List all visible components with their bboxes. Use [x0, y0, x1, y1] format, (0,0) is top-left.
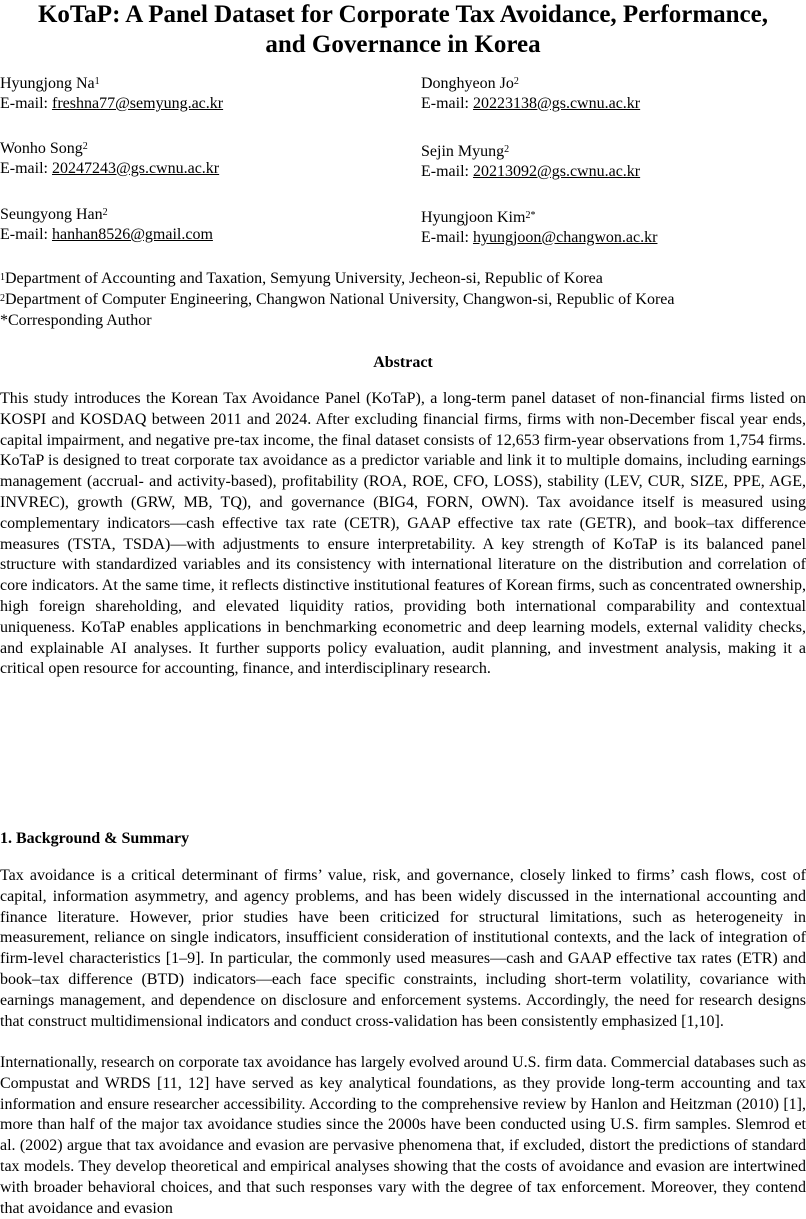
author-email-link[interactable]: hanhan8526@gmail.com — [51, 226, 213, 243]
body-paragraph: Internationally, research on corporate tax avoidance has largely evolved around U.S. firm data. Commercial databases such as Compustat and WRDS [11, 12] have served as key analytical foundations, as they provide long-term accounting and tax information and ensure researcher accessibility. According to the comprehensive review by Hanlon and Heitzman (2010) [1], more than half of the major tax avoidance studies since the 2000s have been conducted using U.S. firm samples. Slemrod et al. (2002) argue that tax avoidance and evasion are pervasive phenomena that, if excluded, distort the predictions of standard tax models. They develop theoretical and empirical analyses showing that the costs of avoidance and evasion are intertwined with broader behavioral choices, and that such responses vary with the degree of tax enforcement. Moreover, they contend that avoidance and evasion — [0, 1054, 806, 1217]
affiliation-text: Department of Computer Engineering, Changwon National University, Changwon-si, Republic of Korea — [5, 291, 675, 308]
author-name: Hyungjoon Kim — [421, 209, 526, 226]
email-label: E-mail: — [0, 160, 52, 177]
author-block — [421, 142, 640, 182]
email-label: E-mail: — [421, 95, 473, 112]
author-name: Hyungjong Na — [0, 75, 95, 92]
affiliation-marker: 2 — [0, 293, 5, 304]
author-name: Seungyong Han — [0, 206, 103, 223]
body-paragraph: Tax avoidance is a critical determinant of firms’ value, risk, and governance, closely linked to firms’ cash flows, cost of capital, information asymmetry, and agency problems, and has been widely discussed in the international accounting and finance literature. However, prior studies have been criticized for structural limitations, such as heterogeneity in measurement, reliance on single indicators, insufficient consideration of institutional contexts, and the lack of integration of firm-level characteristics [1–9]. In particular, the commonly used measures—cash and GAAP effective tax rates (ETR) and book–tax difference (BTD) indicators—each face specific constraints, including short-term volatility, covariance with earnings management, and dependence on disclosure and enforcement systems. Accordingly, the need for research designs that construct multidimensional indicators and conduct cross-validation has been consistently emphasized [1,10]. — [0, 867, 806, 1030]
author-name: Donghyeon Jo — [421, 75, 514, 92]
affiliation-marker: * — [0, 312, 8, 329]
author-affil-marker: 2* — [525, 210, 536, 221]
email-label: E-mail: — [0, 226, 52, 243]
author-name: Wonho Song — [0, 140, 83, 157]
author-affil-marker: 2 — [513, 76, 519, 87]
affiliation-item — [0, 268, 674, 289]
abstract-body: This study introduces the Korean Tax Avoidance Panel (KoTaP), a long-term panel dataset of non-financial firms listed on KOSPI and KOSDAQ between 2011 and 2024. After excluding financial firms, firms with non-December fiscal year ends, capital impairment, and negative pre-tax income, the final dataset consists of 12,653 firm-year observations from 1,754 firms. KoTaP is designed to treat corporate tax avoidance as a predictor variable and link it to multiple domains, including earnings management (accrual- and activity-based), profitability (ROA, ROE, CFO, LOSS), stability (LEV, CUR, SIZE, PPE, AGE, INVREC), growth (GRW, MB, TQ), and governance (BIG4, FORN, OWN). Tax avoidance itself is measured using complementary indicators—cash effective tax rate (CETR), GAAP effective tax rate (GETR), and book–tax difference measures (TSTA, TSDA)—with adjustments to ensure interpretability. A key strength of KoTaP is its balanced panel structure with standardized variables and its consistency with international literature on the distribution and correlation of core indicators. At the same time, it reflects distinctive institutional features of Korean firms, such as concentrated ownership, high foreign shareholding, and elevated liquidity ratios, providing both international comparability and contextual uniqueness. KoTaP enables applications in benchmarking econometric and deep learning models, external validity checks, and explainable AI analyses. It further supports policy evaluation, audit planning, and investment analysis, making it a critical open resource for accounting, finance, and interdisciplinary research. — [0, 390, 806, 678]
abstract-heading: Abstract — [373, 354, 433, 371]
affiliation-item — [0, 310, 674, 331]
affiliation-text: Corresponding Author — [8, 312, 152, 329]
author-email-link[interactable]: 20223138@gs.cwnu.ac.kr — [472, 95, 641, 112]
author-email-link[interactable]: 20247243@gs.cwnu.ac.kr — [51, 160, 220, 177]
author-name: Sejin Myung — [421, 143, 505, 160]
affiliation-marker: 1 — [0, 272, 5, 283]
author-block — [0, 74, 223, 114]
author-email-link[interactable]: 20213092@gs.cwnu.ac.kr — [472, 163, 641, 180]
affiliations — [0, 268, 674, 331]
title-line-1: KoTaP: A Panel Dataset for Corporate Tax Avoidance, Performance, — [37, 1, 768, 28]
email-label: E-mail: — [421, 229, 473, 246]
author-affil-marker: 1 — [94, 76, 100, 87]
affiliation-text: Department of Accounting and Taxation, Semyung University, Jecheon-si, Republic of Korea — [5, 270, 603, 287]
author-email-link[interactable]: freshna77@semyung.ac.kr — [51, 95, 224, 112]
author-block — [421, 74, 640, 114]
email-label: E-mail: — [0, 95, 52, 112]
title-line-2: and Governance in Korea — [265, 31, 541, 58]
paper-title — [0, 0, 806, 60]
section-heading: 1. Background & Summary — [0, 830, 190, 847]
author-block — [0, 139, 219, 179]
author-affil-marker: 2 — [82, 141, 88, 152]
email-label: E-mail: — [421, 163, 473, 180]
author-affil-marker: 2 — [102, 207, 108, 218]
author-affil-marker: 2 — [504, 144, 510, 155]
affiliation-item — [0, 289, 674, 310]
author-block — [421, 208, 657, 248]
author-email-link[interactable]: hyungjoon@changwon.ac.kr — [472, 229, 658, 246]
author-block — [0, 205, 213, 245]
